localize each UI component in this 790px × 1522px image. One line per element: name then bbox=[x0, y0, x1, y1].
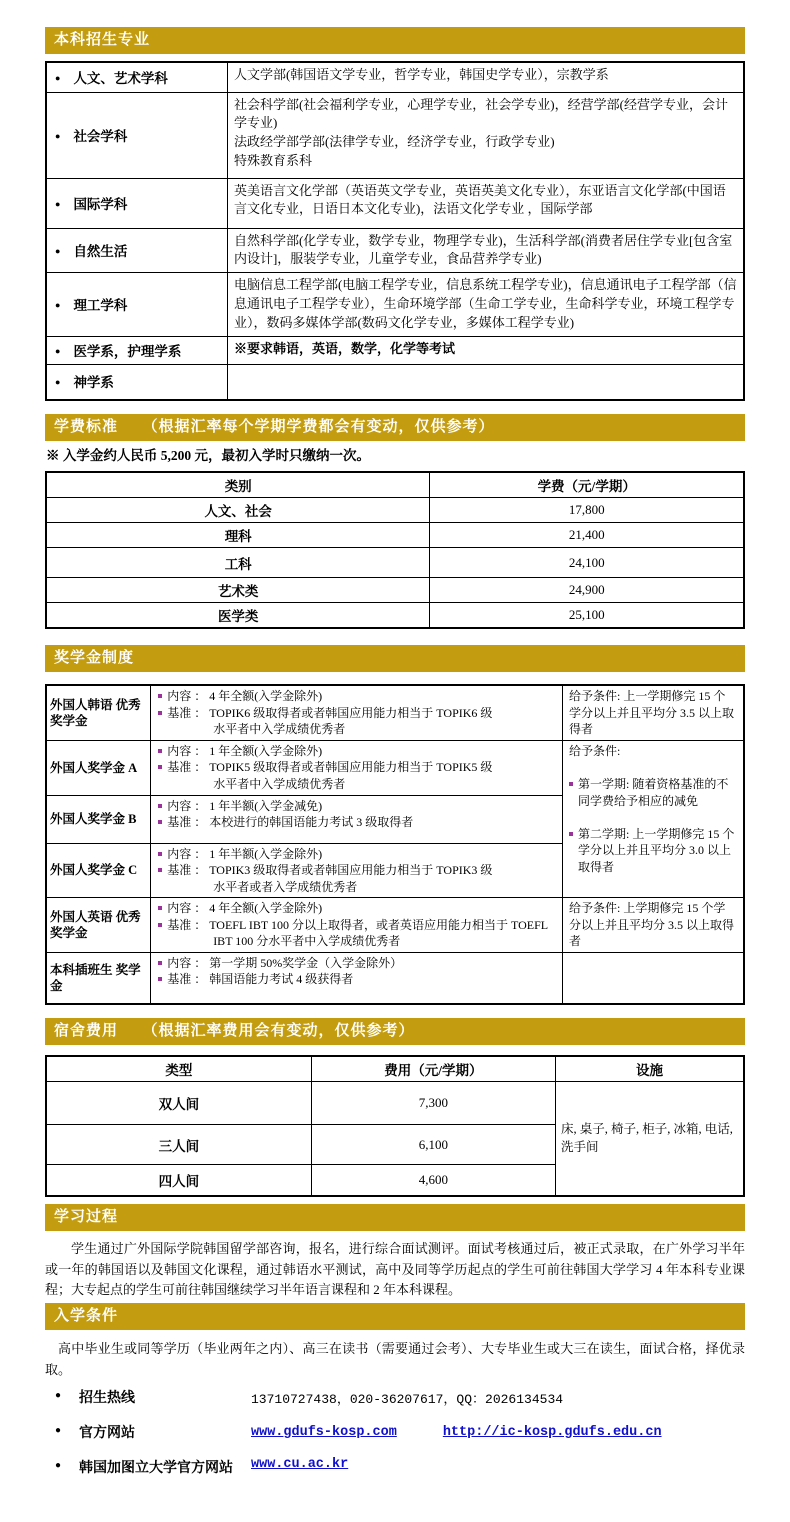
tuition-note: ※ 入学金约人民币 5,200 元，最初入学时只缴纳一次。 bbox=[46, 448, 370, 464]
dorm-row bbox=[46, 1082, 744, 1125]
tuition-header-row bbox=[46, 472, 744, 498]
section-header-admission bbox=[45, 1303, 745, 1330]
official-site-link-2[interactable]: http://ic-kosp.gdufs.edu.cn bbox=[442, 1424, 662, 1440]
dorm-column-header: 设施 bbox=[556, 1056, 744, 1082]
square-bullet-icon bbox=[158, 923, 162, 927]
hotline-label: 招生热线 bbox=[79, 1390, 135, 1406]
scholarship-row bbox=[46, 685, 744, 740]
major-category-cell bbox=[46, 178, 227, 228]
square-bullet-icon bbox=[158, 820, 162, 824]
major-content-line: 法政经学部学部(法律学专业，经济学专业，行政学专业) bbox=[233, 134, 555, 150]
bullet-icon: ● bbox=[55, 377, 61, 388]
major-content-line: 电脑信息工程学部(电脑工程学专业，信息系统工程学专业)，信息通讯电子工程学部（信息通讯电子工程学专业），生命环境学部（生命工学专业，生命科学专业，环境工程学专业），数码多媒体学部(数码文化学专业，多媒体工程学专业) bbox=[233, 277, 737, 330]
scholarship-detail-cell bbox=[151, 795, 563, 843]
scholarship-detail-cell bbox=[151, 898, 563, 953]
tuition-row bbox=[46, 578, 744, 603]
scholarship-condition-cell bbox=[563, 740, 744, 897]
dorm-column-header: 类型 bbox=[46, 1056, 311, 1082]
major-content-line: 社会科学部(社会福利学专业，心理学专业，社会学专业)，经营学部(经营学专业，会计学专业) bbox=[233, 96, 728, 131]
dorm-fee-cell: 4,600 bbox=[311, 1165, 555, 1196]
square-bullet-icon bbox=[158, 694, 162, 698]
major-content-line: 英美语言文化学部（英语英文学专业，英语英美文化专业），东亚语言文化学部(中国语言文化专业，日语日本文化专业)，法语文化学专业 ，国际学部 bbox=[233, 182, 726, 217]
hotline-value: 13710727438，020-36207617，QQ：2026134534 bbox=[251, 1391, 564, 1407]
scholarship-condition-line: 给予条件: 上学期修完 15 个学分以上并且平均分 3.5 以上取得者 bbox=[569, 901, 735, 949]
major-row bbox=[46, 92, 744, 178]
contact-row-hotline bbox=[55, 1387, 745, 1407]
bullet-icon: ● bbox=[55, 1459, 62, 1471]
scholarship-name-cell: 外国人英语 优秀奖学金 bbox=[46, 898, 151, 953]
major-category-cell bbox=[46, 92, 227, 178]
tuition-fee-cell: 24,100 bbox=[430, 548, 744, 578]
university-site-label: 韩国加图立大学官方网站 bbox=[79, 1460, 233, 1476]
major-category-label: 神学系 bbox=[73, 375, 114, 391]
tuition-table bbox=[45, 471, 745, 629]
scholarship-name-cell: 外国人奖学金 C bbox=[46, 843, 151, 898]
scholarship-name-cell: 外国人韩语 优秀奖学金 bbox=[46, 685, 151, 740]
admission-paragraph: 高中毕业生或同等学历（毕业两年之内）、高三在读书（需要通过会考）、大专毕业生或大三在读生，面试合格，择优录取。 bbox=[45, 1341, 745, 1377]
tuition-category-cell: 医学类 bbox=[46, 603, 430, 629]
tuition-category-cell: 艺术类 bbox=[46, 578, 430, 603]
official-site-link[interactable]: www.gdufs-kosp.com bbox=[251, 1424, 397, 1440]
major-row bbox=[46, 364, 744, 400]
major-row bbox=[46, 228, 744, 273]
scholarship-name-cell: 外国人奖学金 A bbox=[46, 740, 151, 795]
scholarship-detail-line: 内容 ： 1 年半额(入学金减免) bbox=[157, 798, 556, 815]
major-row bbox=[46, 62, 744, 92]
scholarship-condition-line bbox=[569, 759, 737, 776]
scholarship-name-cell: 外国人奖学金 B bbox=[46, 795, 151, 843]
major-row bbox=[46, 336, 744, 364]
bullet-icon: ● bbox=[55, 1424, 62, 1436]
section-title: 宿舍费用 （根据汇率费用会有变动，仅供参考） bbox=[54, 1023, 415, 1040]
scholarship-table bbox=[45, 684, 745, 1005]
contact-row-university-site bbox=[55, 1457, 745, 1477]
scholarship-detail-line: 水平者中入学成绩优秀者 bbox=[213, 776, 346, 791]
tuition-row bbox=[46, 523, 744, 548]
scholarship-condition-cell bbox=[563, 952, 744, 1004]
major-category-cell bbox=[46, 336, 227, 364]
scholarship-detail-line: 内容 ： 1 年半额(入学金除外) bbox=[157, 846, 556, 863]
scholarship-detail-line: 内容 ： 第一学期 50%奖学金（入学金除外） bbox=[157, 955, 556, 972]
bullet-icon: ● bbox=[55, 299, 61, 310]
section-header-process bbox=[45, 1204, 745, 1231]
dorm-type-cell: 三人间 bbox=[46, 1125, 311, 1165]
major-category-label: 理工学科 bbox=[73, 297, 128, 313]
dorm-header-row bbox=[46, 1056, 744, 1082]
major-content-cell bbox=[227, 336, 744, 364]
dorm-column-header: 费用（元/学期） bbox=[311, 1056, 555, 1082]
tuition-fee-cell: 17,800 bbox=[430, 498, 744, 523]
major-category-label: 人文、艺术学科 bbox=[73, 70, 168, 86]
scholarship-row bbox=[46, 740, 744, 795]
major-content-line: ※要求韩语，英语，数学，化学等考试 bbox=[233, 340, 455, 356]
major-content-line: 特殊教育系科 bbox=[233, 153, 312, 169]
dorm-fee-cell: 7,300 bbox=[311, 1082, 555, 1125]
major-category-label: 社会学科 bbox=[73, 128, 128, 144]
square-bullet-icon bbox=[569, 782, 573, 786]
major-row bbox=[46, 178, 744, 228]
square-bullet-icon bbox=[158, 765, 162, 769]
scholarship-condition-line: 第一学期: 随着资格基准的不同学费给予相应的减免 bbox=[569, 776, 737, 809]
major-category-label: 自然生活 bbox=[73, 243, 128, 259]
scholarship-row bbox=[46, 898, 744, 953]
bullet-icon: ● bbox=[55, 345, 61, 356]
website-label: 官方网站 bbox=[79, 1425, 135, 1441]
scholarship-detail-line: 内容 ： 4 年全额(入学金除外) bbox=[157, 900, 556, 917]
major-content-cell bbox=[227, 178, 744, 228]
square-bullet-icon bbox=[158, 852, 162, 856]
dorm-type-cell: 双人间 bbox=[46, 1082, 311, 1125]
scholarship-condition-line bbox=[569, 809, 737, 826]
square-bullet-icon bbox=[569, 832, 573, 836]
major-category-label: 国际学科 bbox=[73, 196, 128, 212]
tuition-column-header: 类别 bbox=[46, 472, 430, 498]
section-title: 入学条件 bbox=[54, 1308, 119, 1325]
tuition-column-header: 学费（元/学期） bbox=[430, 472, 744, 498]
scholarship-condition-line: 第二学期: 上一学期修完 15 个学分以上并且平均分 3.0 以上取得者 bbox=[569, 826, 737, 876]
tuition-category-cell: 人文、社会 bbox=[46, 498, 430, 523]
section-header-scholarship bbox=[45, 645, 745, 672]
major-category-cell bbox=[46, 62, 227, 92]
section-header-dorm bbox=[45, 1018, 745, 1045]
major-content-line bbox=[234, 368, 737, 387]
major-category-cell bbox=[46, 228, 227, 273]
section-title: 奖学金制度 bbox=[54, 650, 135, 667]
tuition-row bbox=[46, 603, 744, 629]
major-content-line: 人文学部(韩国语文学专业，哲学专业，韩国史学专业），宗教学系 bbox=[233, 67, 609, 82]
section-header-tuition bbox=[45, 414, 745, 441]
square-bullet-icon bbox=[158, 961, 162, 965]
major-category-cell bbox=[46, 364, 227, 400]
major-category-cell bbox=[46, 273, 227, 337]
scholarship-condition-cell bbox=[563, 898, 744, 953]
scholarship-detail-cell bbox=[151, 843, 563, 898]
scholarship-condition-line: 给予条件: 上一学期修完 15 个学分以上并且平均分 3.5 以上取得者 bbox=[569, 689, 735, 737]
scholarship-condition-cell bbox=[563, 685, 744, 740]
scholarship-detail-cell bbox=[151, 685, 563, 740]
scholarship-detail-line: 基准 ： 本校进行的韩国语能力考试 3 级取得者 bbox=[157, 814, 556, 831]
university-site-link[interactable]: www.cu.ac.kr bbox=[251, 1456, 349, 1472]
scholarship-detail-line: IBT 100 分水平者中入学成绩优秀者 bbox=[213, 934, 401, 949]
square-bullet-icon bbox=[158, 711, 162, 715]
dorm-table bbox=[45, 1055, 745, 1197]
scholarship-detail-line: 基准 ： TOEFL IBT 100 分以上取得者，或者英语应用能力相当于 TOEFL bbox=[157, 917, 556, 934]
tuition-row bbox=[46, 498, 744, 523]
scholarship-detail-line: 内容 ： 1 年全额(入学金除外) bbox=[157, 743, 556, 760]
tuition-category-cell: 理科 bbox=[46, 523, 430, 548]
website-links bbox=[251, 1422, 662, 1440]
square-bullet-icon bbox=[158, 749, 162, 753]
scholarship-name-cell: 本科插班生 奖学金 bbox=[46, 952, 151, 1004]
bullet-icon: ● bbox=[55, 198, 61, 209]
scholarship-detail-line: 水平者或者入学成绩优秀者 bbox=[213, 879, 358, 894]
majors-table bbox=[45, 61, 745, 401]
section-title: 本科招生专业 bbox=[54, 32, 151, 48]
major-content-cell bbox=[227, 92, 744, 178]
scholarship-detail-line: 内容 ： 4 年全额(入学金除外) bbox=[157, 688, 556, 705]
square-bullet-icon bbox=[158, 804, 162, 808]
scholarship-condition-line bbox=[569, 955, 737, 972]
tuition-fee-cell: 21,400 bbox=[430, 523, 744, 548]
dorm-facilities-cell: 床, 桌子, 椅子, 柜子, 冰箱, 电话, 洗手间 bbox=[556, 1082, 744, 1196]
process-paragraph: 学生通过广外国际学院韩国留学部咨询，报名，进行综合面试测评。面试考核通过后，被正式录取，在广外学习半年或一年的韩国语以及韩国文化课程，通过韩语水平测试，高中及同等学历起点的学生可前往韩国大学学习 4 年本科专业课程；大专起点的学生可前往韩国继续学习半年语言课程和 2 年本科课程。 bbox=[45, 1240, 745, 1298]
tuition-fee-cell: 24,900 bbox=[430, 578, 744, 603]
section-title: 学费标准 （根据汇率每个学期学费都会有变动，仅供参考） bbox=[54, 419, 495, 436]
square-bullet-icon bbox=[158, 868, 162, 872]
bullet-icon: ● bbox=[55, 1389, 62, 1401]
dorm-type-cell: 四人间 bbox=[46, 1165, 311, 1196]
major-content-line: 自然科学部(化学专业，数学专业，物理学专业)，生活科学部(消费者居住学专业[包含室内设计]，服装学专业，儿童学专业，食品营养学专业) bbox=[233, 232, 733, 267]
section-header-majors bbox=[45, 27, 745, 54]
bullet-icon: ● bbox=[55, 130, 61, 141]
square-bullet-icon bbox=[158, 906, 162, 910]
major-content-cell bbox=[227, 364, 744, 400]
major-content-cell bbox=[227, 62, 744, 92]
major-row bbox=[46, 273, 744, 337]
major-content-cell bbox=[227, 273, 744, 337]
tuition-fee-cell: 25,100 bbox=[430, 603, 744, 629]
tuition-category-cell: 工科 bbox=[46, 548, 430, 578]
scholarship-detail-line: 基准 ： TOPIK6 级取得者或者韩国应用能力相当于 TOPIK6 级 bbox=[157, 705, 556, 722]
scholarship-row bbox=[46, 952, 744, 1004]
scholarship-condition-line: 给予条件: bbox=[569, 743, 621, 758]
bullet-icon: ● bbox=[55, 72, 61, 83]
scholarship-detail-line: 基准 ： TOPIK5 级取得者或者韩国应用能力相当于 TOPIK5 级 bbox=[157, 759, 556, 776]
scholarship-detail-cell bbox=[151, 740, 563, 795]
major-content-cell bbox=[227, 228, 744, 273]
tuition-row bbox=[46, 548, 744, 578]
contact-row-website bbox=[55, 1422, 745, 1442]
square-bullet-icon bbox=[158, 977, 162, 981]
scholarship-detail-line: 基准 ： TOPIK3 级取得者或者韩国应用能力相当于 TOPIK3 级 bbox=[157, 862, 556, 879]
scholarship-detail-cell bbox=[151, 952, 563, 1004]
bullet-icon: ● bbox=[55, 245, 61, 256]
major-category-label: 医学系，护理学系 bbox=[73, 343, 182, 359]
section-title: 学习过程 bbox=[54, 1208, 119, 1225]
scholarship-detail-line: 水平者中入学成绩优秀者 bbox=[213, 722, 346, 737]
dorm-fee-cell: 6,100 bbox=[311, 1125, 555, 1165]
scholarship-detail-line: 基准 ： 韩国语能力考试 4 级获得者 bbox=[157, 971, 556, 988]
